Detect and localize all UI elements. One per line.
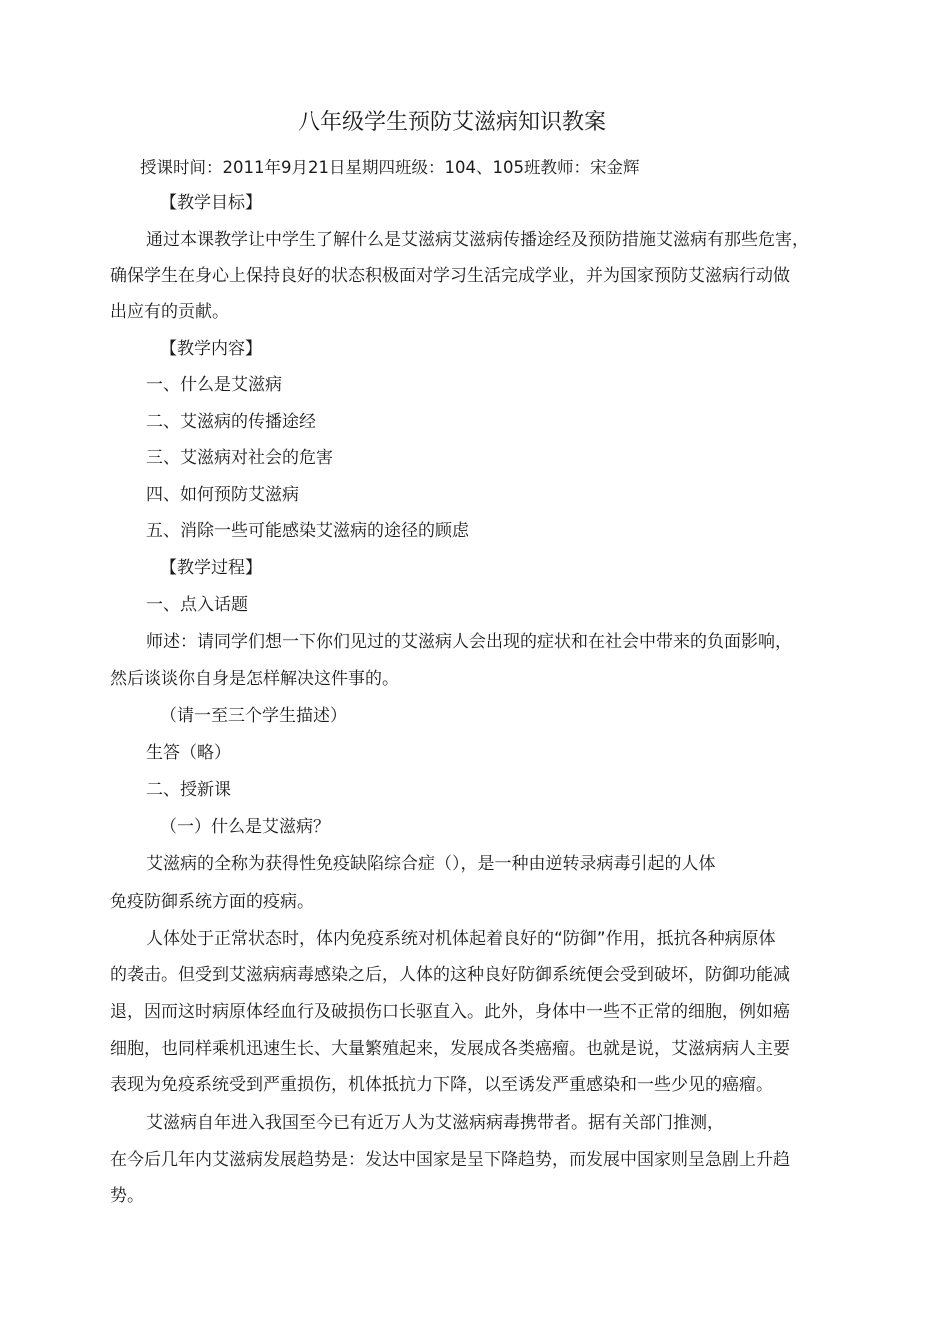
process-line: 一、点入话题 <box>146 595 248 615</box>
process-line: 势。 <box>110 1186 144 1206</box>
process-line: 艾滋病的全称为获得性免疫缺陷综合症（），是一种由逆转录病毒引起的人体 <box>146 854 716 874</box>
process-line: 免疫防御系统方面的疫病。 <box>110 892 314 912</box>
process-heading: 【教学过程】 <box>160 558 262 578</box>
process-line: 表现为免疫系统受到严重损伤，机体抵抗力下降，以至诱发严重感染和一些少见的癌瘤。 <box>110 1075 773 1095</box>
process-line: 细胞，也同样乘机迅速生长、大量繁殖起来，发展成各类癌瘤。也就是说，艾滋病病人主要 <box>110 1039 790 1059</box>
process-line: 退，因而这时病原体经血行及破损伤口长驱直入。此外，身体中一些不正常的细胞，例如癌 <box>110 1002 790 1022</box>
content-item: 五、消除一些可能感染艾滋病的途径的顾虑 <box>146 521 469 541</box>
content-item: 四、如何预防艾滋病 <box>146 485 299 505</box>
content-heading: 【教学内容】 <box>160 339 262 359</box>
process-line: （一）什么是艾滋病？ <box>160 817 330 837</box>
goal-line: 通过本课教学让中学生了解什么是艾滋病艾滋病传播途经及预防措施艾滋病有那些危害， <box>146 230 809 250</box>
process-line: （请一至三个学生描述） <box>160 706 347 726</box>
content-item: 三、艾滋病对社会的危害 <box>146 448 333 468</box>
content-item: 二、艾滋病的传播途经 <box>146 412 316 432</box>
process-line: 二、授新课 <box>146 780 231 800</box>
process-line: 在今后几年内艾滋病发展趋势是：发达中国家是呈下降趋势，而发展中国家则呈急剧上升趋 <box>110 1150 790 1170</box>
process-line: 师述：请同学们想一下你们见过的艾滋病人会出现的症状和在社会中带来的负面影响， <box>146 632 792 652</box>
process-line: 艾滋病自年进入我国至今已有近万人为艾滋病病毒携带者。据有关部门推测， <box>146 1113 724 1133</box>
process-line: 的袭击。但受到艾滋病病毒感染之后，人体的这种良好防御系统便会受到破坏，防御功能减 <box>110 965 790 985</box>
process-line: 生答（略） <box>146 743 231 763</box>
process-line: 人体处于正常状态时，体内免疫系统对机体起着良好的“防御”作用，抵抗各种病原体 <box>146 929 776 949</box>
goal-heading: 【教学目标】 <box>160 193 262 213</box>
goal-line: 出应有的贡献。 <box>110 302 229 322</box>
process-line: 然后谈谈你自身是怎样解决这件事的。 <box>110 669 399 689</box>
content-item: 一、什么是艾滋病 <box>146 375 282 395</box>
document-title: 八年级学生预防艾滋病知识教案 <box>298 110 607 135</box>
goal-line: 确保学生在身心上保持良好的状态积极面对学习生活完成学业，并为国家预防艾滋病行动做 <box>110 266 790 286</box>
class-info-line: 授课时间：2011年9月21日星期四班级：104、105班教师：宋金辉 <box>140 158 640 177</box>
